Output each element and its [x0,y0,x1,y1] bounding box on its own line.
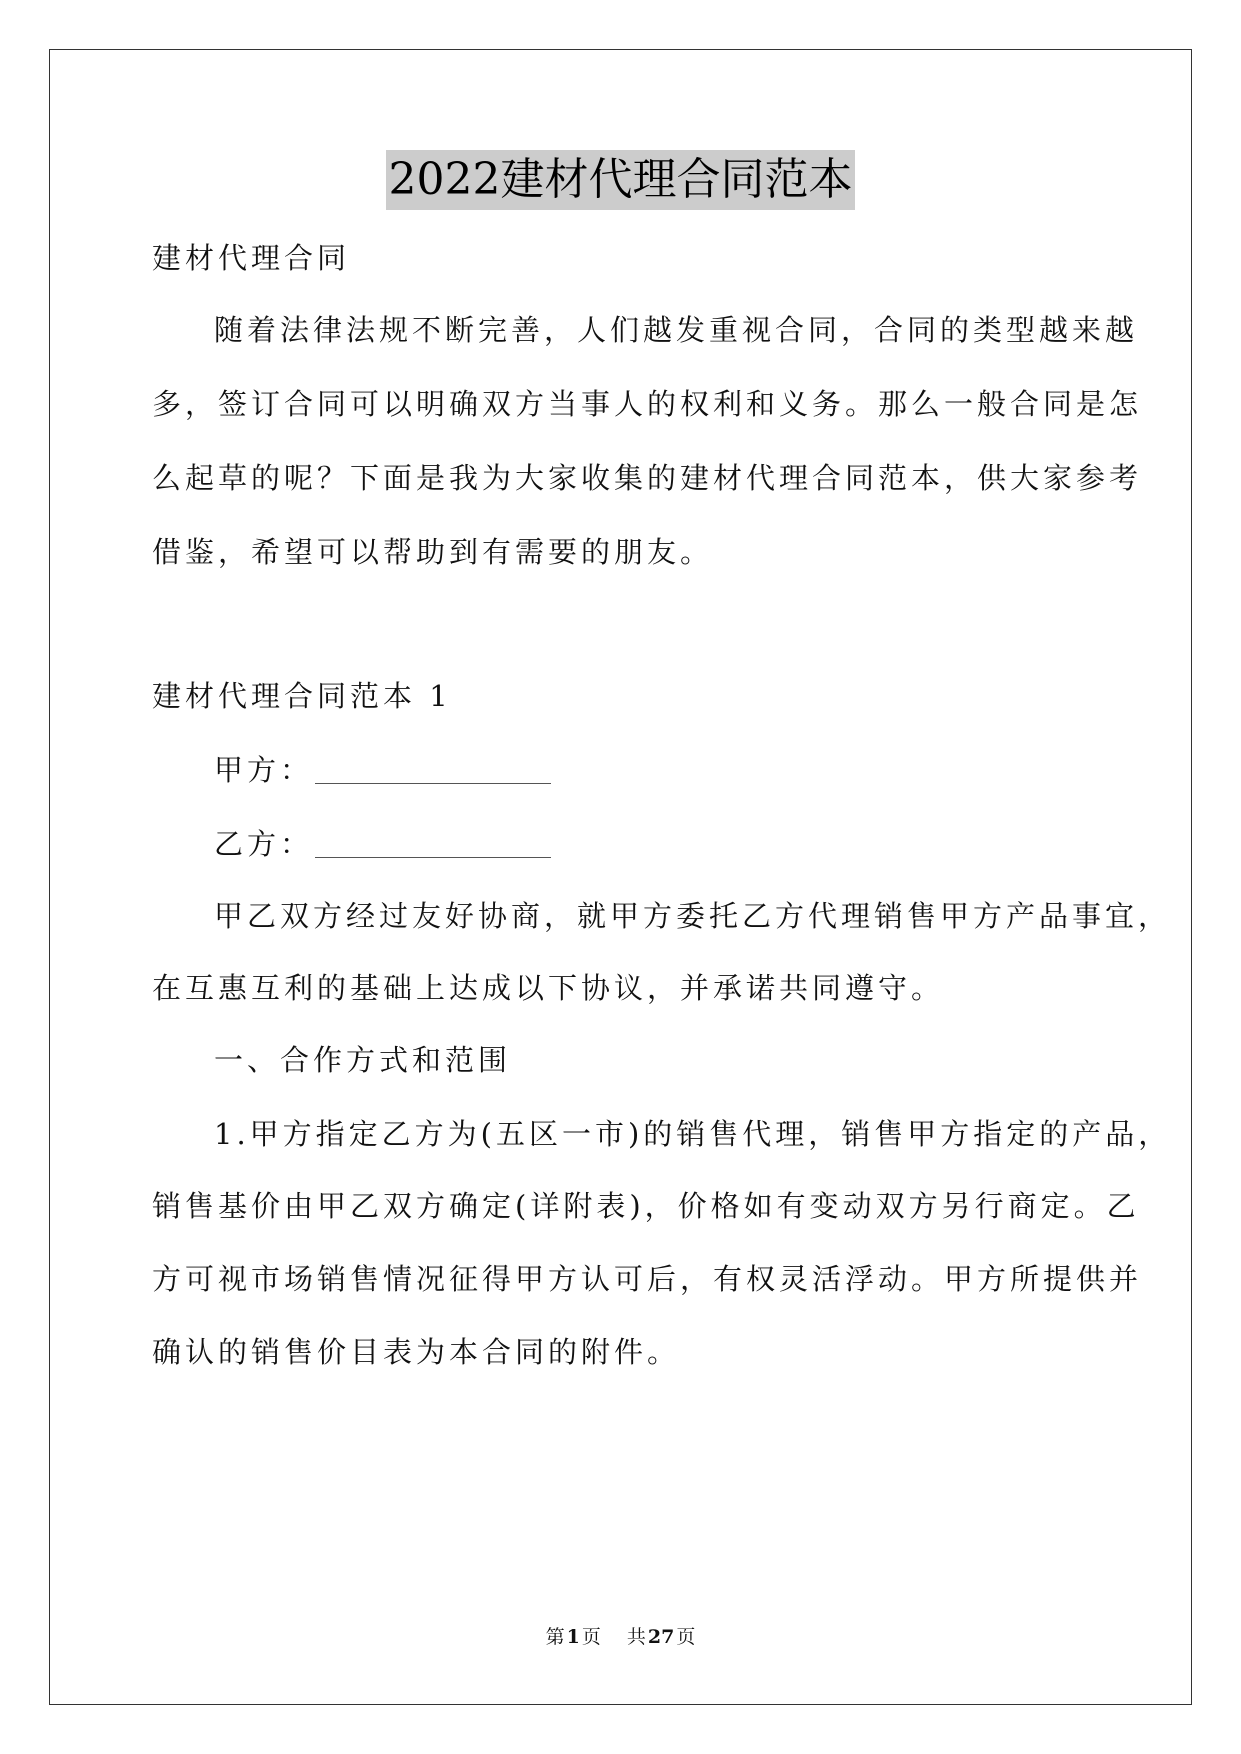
clause-1-line-3: 方可视市场销售情况征得甲方认可后，有权灵活浮动。甲方所提供并 [152,1262,1143,1296]
party-a-label: 甲方： [214,753,314,787]
section-title: 建材代理合同范本 1 [152,679,452,713]
footer-page-prefix: 第 [545,1626,565,1648]
intro-line-1: 随着法律法规不断完善，人们越发重视合同，合同的类型越来越 [214,313,1139,347]
party-a-blank-line [315,755,551,784]
footer-page-current: 1 [566,1626,580,1648]
footer-page-total: 27 [647,1626,675,1648]
intro-line-4: 借鉴，希望可以帮助到有需要的朋友。 [152,535,714,569]
intro-line-3: 么起草的呢？下面是我为大家收集的建材代理合同范本，供大家参考 [152,461,1143,495]
clause-heading: 一、合作方式和范围 [214,1043,512,1077]
page-border [49,49,1192,1705]
clause-1-line-4: 确认的销售价目表为本合同的附件。 [152,1335,681,1369]
footer-total-prefix: 共 [626,1626,646,1648]
party-b-label: 乙方： [214,827,314,861]
footer-total-suffix: 页 [676,1626,696,1648]
agreement-line-1: 甲乙双方经过友好协商，就甲方委托乙方代理销售甲方产品事宜， [214,899,1172,933]
intro-line-2: 多，签订合同可以明确双方当事人的权利和义务。那么一般合同是怎 [152,387,1143,421]
document-title: 2022建材代理合同范本 [386,150,856,210]
party-b-row [214,824,1092,864]
agreement-line-2: 在互惠互利的基础上达成以下协议，并承诺共同遵守。 [152,971,945,1005]
clause-1-line-2: 销售基价由甲乙双方确定(详附表)，价格如有变动双方另行商定。乙 [152,1189,1140,1223]
clause-1-line-1: 1.甲方指定乙方为(五区一市)的销售代理，销售甲方指定的产品， [214,1117,1172,1151]
party-a-row [214,750,1092,790]
footer-page-suffix: 页 [581,1626,601,1648]
party-b-blank-line [315,829,551,858]
subheading: 建材代理合同 [152,241,351,275]
page-footer [0,1625,1241,1649]
title-container [0,150,1241,210]
